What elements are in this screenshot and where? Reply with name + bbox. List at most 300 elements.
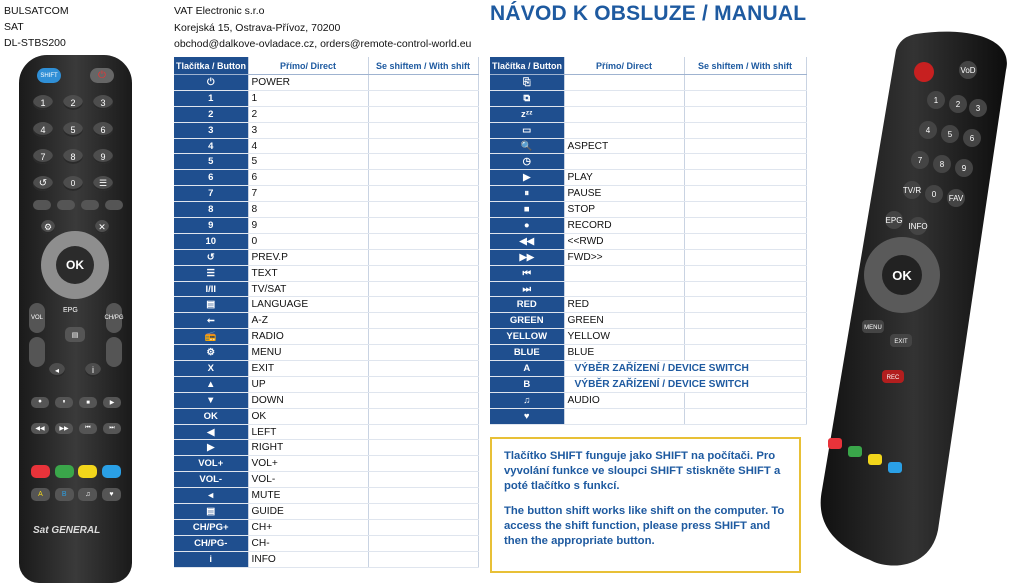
red-button[interactable] [31, 465, 50, 478]
button-cell: 8 [174, 202, 248, 218]
table-row [490, 218, 806, 234]
shift-function-cell [684, 90, 806, 106]
az-icon[interactable] [57, 200, 75, 210]
button-cell: CH/PG+ [174, 519, 248, 535]
shift-function-cell [368, 122, 478, 138]
remote-key-label: 2 [955, 100, 961, 109]
remote-key-label: EXIT [894, 339, 908, 345]
shift-function-cell [368, 456, 478, 472]
direct-function-cell: VÝBĚR ZAŘÍZENÍ / DEVICE SWITCH [564, 376, 806, 392]
direct-function-cell: MUTE [248, 488, 368, 504]
direct-function-cell: VOL- [248, 472, 368, 488]
col-header-shift: Se shiftem / With shift [684, 57, 806, 75]
note-czech: Tlačítko SHIFT funguje jako SHIFT na počítači. Pro vyvolání funkce ve sloupci SHIFT stiskněte SHIFT a poté tlačítko s funkcí. [504, 450, 781, 492]
direct-function-cell: STOP [564, 202, 684, 218]
direct-function-cell: UP [248, 376, 368, 392]
button-cell: zᶻᶻ [490, 106, 564, 122]
button-cell: 📻 [174, 329, 248, 345]
dpad[interactable] [41, 231, 109, 299]
table-row [174, 488, 478, 504]
shift-function-cell [368, 249, 478, 265]
remote-key-label: 7 [917, 156, 923, 165]
shift-function-cell [368, 202, 478, 218]
direct-function-cell: 4 [248, 138, 368, 154]
shift-function-cell [684, 122, 806, 138]
company-name: VAT Electronic s.r.o [174, 5, 265, 17]
direct-function-cell: OK [248, 408, 368, 424]
direct-function-cell [564, 154, 684, 170]
button-cell: 5 [174, 154, 248, 170]
table-row [174, 408, 478, 424]
shift-function-cell [368, 75, 478, 91]
table-row [174, 424, 478, 440]
shift-function-cell [368, 170, 478, 186]
table-row [490, 75, 806, 91]
brand-line-2: SAT [4, 21, 24, 33]
table-row [174, 519, 478, 535]
vol-down-button[interactable] [29, 337, 45, 367]
green-button[interactable] [848, 446, 862, 457]
shift-function-cell [684, 218, 806, 234]
button-cell: CH/PG- [174, 535, 248, 551]
red-button[interactable] [828, 438, 842, 449]
direct-function-cell: BLUE [564, 345, 684, 361]
note-english: The button shift works like shift on the computer. To access the shift function, please press SHIFT and then the appropriate button. [504, 505, 785, 547]
table-row [174, 122, 478, 138]
col-header-direct: Přímo/ Direct [248, 57, 368, 75]
blue-button[interactable] [888, 462, 902, 473]
table-row [174, 75, 478, 91]
shift-function-cell [368, 535, 478, 551]
table-row [174, 154, 478, 170]
guide-icon[interactable]: ▤ [65, 327, 85, 342]
shift-function-cell [368, 424, 478, 440]
shift-function-cell [684, 329, 806, 345]
ok-button[interactable]: OK [56, 246, 94, 284]
direct-function-cell [564, 75, 684, 91]
table-row [490, 345, 806, 361]
button-cell: ▶▶ [490, 249, 564, 265]
next-icon[interactable]: ⏭ [103, 423, 121, 434]
remote-key-label: REC [886, 375, 900, 381]
shift-function-cell [684, 281, 806, 297]
direct-function-cell [564, 90, 684, 106]
direct-function-cell: RECORD [564, 218, 684, 234]
table-row [174, 202, 478, 218]
tvsat-icon[interactable] [81, 200, 99, 210]
button-cell: i [174, 551, 248, 567]
digit-9-button[interactable]: 9 [93, 149, 113, 164]
button-cell: ▶ [490, 170, 564, 186]
table-row [174, 345, 478, 361]
button-cell: ⧉ [490, 90, 564, 106]
shift-function-cell [684, 233, 806, 249]
menu-icon[interactable]: ⚙ [41, 220, 55, 234]
button-cell: ◀ [174, 424, 248, 440]
direct-function-cell: RED [564, 297, 684, 313]
back-icon[interactable]: ↺ [33, 176, 53, 191]
direct-function-cell: 9 [248, 218, 368, 234]
table-row [490, 313, 806, 329]
button-cell: ⏸ [490, 186, 564, 202]
pause-icon[interactable]: ⏸ [55, 397, 73, 408]
table-row [174, 329, 478, 345]
button-cell: 4 [174, 138, 248, 154]
yellow-button[interactable] [78, 465, 97, 478]
direct-function-cell: RIGHT [248, 440, 368, 456]
epg-label: EPG [63, 307, 78, 314]
digit-4-button[interactable]: 4 [33, 122, 53, 137]
button-cell: 3 [174, 122, 248, 138]
table-row [490, 297, 806, 313]
shift-function-cell [684, 392, 806, 408]
brand-line-1: BULSATCOM [4, 5, 69, 17]
table-row [174, 392, 478, 408]
direct-function-cell: 0 [248, 233, 368, 249]
table-row [174, 170, 478, 186]
shift-function-cell [368, 186, 478, 202]
ok-label: OK [892, 268, 912, 283]
digit-7-button[interactable]: 7 [33, 149, 53, 164]
table-row [174, 440, 478, 456]
shift-function-cell [684, 75, 806, 91]
button-cell: VOL+ [174, 456, 248, 472]
button-table-left [174, 57, 479, 568]
direct-function-cell: DOWN [248, 392, 368, 408]
shift-note-box [490, 437, 801, 573]
button-cell: ◂ [174, 488, 248, 504]
button-cell: ⭠ [174, 313, 248, 329]
table-row [490, 154, 806, 170]
button-cell: VOL- [174, 472, 248, 488]
table-row [174, 361, 478, 377]
col-header-button: Tlačítka / Button [490, 57, 564, 75]
shift-function-cell [368, 519, 478, 535]
color-keys [31, 465, 121, 481]
direct-function-cell: RADIO [248, 329, 368, 345]
digit-5-button[interactable]: 5 [63, 122, 83, 137]
table-row [174, 313, 478, 329]
button-cell: ▭ [490, 122, 564, 138]
direct-function-cell: EXIT [248, 361, 368, 377]
button-cell: 9 [174, 218, 248, 234]
rec-icon[interactable]: ⏺ [31, 397, 49, 408]
shift-function-cell [684, 170, 806, 186]
table-row [490, 265, 806, 281]
table-row [490, 186, 806, 202]
button-cell: 🔍 [490, 138, 564, 154]
direct-function-cell: PREV.P [248, 249, 368, 265]
button-cell: OK [174, 408, 248, 424]
a-button[interactable]: A [31, 488, 50, 501]
remote-key-label: VoD [960, 66, 976, 75]
shift-function-cell [368, 297, 478, 313]
direct-function-cell: LEFT [248, 424, 368, 440]
direct-function-cell: FWD>> [564, 249, 684, 265]
direct-function-cell [564, 265, 684, 281]
table-row [174, 281, 478, 297]
company-info [174, 3, 471, 53]
table-row [490, 376, 806, 392]
direct-function-cell [564, 106, 684, 122]
table-row [174, 218, 478, 234]
shift-function-cell [368, 408, 478, 424]
shift-function-cell [368, 504, 478, 520]
play-icon[interactable]: ▶ [103, 397, 121, 408]
radio-icon[interactable] [105, 200, 123, 210]
button-cell: X [174, 361, 248, 377]
blue-button[interactable] [102, 465, 121, 478]
button-table-right [490, 57, 807, 425]
stop-icon[interactable]: ■ [79, 397, 97, 408]
direct-function-cell [564, 122, 684, 138]
table-row [490, 249, 806, 265]
table-row [174, 376, 478, 392]
button-cell: A [490, 361, 564, 377]
digit-2-button[interactable]: 2 [63, 95, 83, 110]
table-row [490, 329, 806, 345]
yellow-button[interactable] [868, 454, 882, 465]
remote-key-label: 4 [925, 126, 931, 135]
direct-function-cell: INFO [248, 551, 368, 567]
ch-down-button[interactable] [106, 337, 122, 367]
direct-function-cell [564, 408, 684, 424]
rwd-icon[interactable]: ◀◀ [31, 423, 49, 434]
direct-function-cell: PLAY [564, 170, 684, 186]
shift-function-cell [368, 392, 478, 408]
shift-function-cell [368, 313, 478, 329]
digit-3-button[interactable]: 3 [93, 95, 113, 110]
exit-icon[interactable]: ✕ [95, 220, 109, 234]
table-row [174, 297, 478, 313]
button-cell: ◷ [490, 154, 564, 170]
button-cell: ⏮ [490, 265, 564, 281]
shift-function-cell [368, 90, 478, 106]
text-icon[interactable]: ☰ [93, 176, 113, 191]
button-cell: 2 [174, 106, 248, 122]
audio-icon[interactable]: ♫ [78, 488, 97, 501]
table-row [490, 90, 806, 106]
direct-function-cell: 2 [248, 106, 368, 122]
heart-icon[interactable]: ♥ [102, 488, 121, 501]
shift-function-cell [368, 154, 478, 170]
button-cell: 10 [174, 233, 248, 249]
direct-function-cell: <<RWD [564, 233, 684, 249]
digit-6-button[interactable]: 6 [93, 122, 113, 137]
direct-function-cell: PAUSE [564, 186, 684, 202]
button-cell: GREEN [490, 313, 564, 329]
direct-function-cell: 6 [248, 170, 368, 186]
direct-function-cell: LANGUAGE [248, 297, 368, 313]
company-email: obchod@dalkove-ovladace.cz, orders@remote-control-world.eu [174, 38, 472, 50]
shift-function-cell [368, 376, 478, 392]
shift-function-cell [684, 345, 806, 361]
table-row [490, 106, 806, 122]
direct-function-cell: POWER [248, 75, 368, 91]
button-cell: ⏻ [174, 75, 248, 91]
table-row [490, 170, 806, 186]
table-row [490, 361, 806, 377]
digit-0-button[interactable]: 0 [63, 176, 83, 191]
shift-function-cell [684, 265, 806, 281]
shift-function-cell [684, 249, 806, 265]
power-icon[interactable] [914, 62, 934, 82]
table-row [174, 551, 478, 567]
shift-function-cell [368, 106, 478, 122]
direct-function-cell: 3 [248, 122, 368, 138]
shift-function-cell [684, 202, 806, 218]
button-cell: 6 [174, 170, 248, 186]
shift-function-cell [684, 408, 806, 424]
button-cell: ▤ [174, 297, 248, 313]
mute-icon[interactable]: ◂ [49, 363, 65, 377]
b-button[interactable]: B [55, 488, 74, 501]
button-cell: ▶ [174, 440, 248, 456]
button-cell: ▤ [174, 504, 248, 520]
button-cell: ♫ [490, 392, 564, 408]
brand-line-3: DL-STBS200 [4, 37, 66, 49]
button-cell: 1 [174, 90, 248, 106]
remote-key-label: 0 [931, 190, 937, 199]
info-button[interactable]: i [85, 363, 101, 377]
direct-function-cell: VÝBĚR ZAŘÍZENÍ / DEVICE SWITCH [564, 361, 806, 377]
direct-function-cell: TV/SAT [248, 281, 368, 297]
col-header-direct: Přímo/ Direct [564, 57, 684, 75]
shift-function-cell [368, 488, 478, 504]
table-row [490, 281, 806, 297]
remote-key-label: 1 [933, 96, 939, 105]
table-row [490, 392, 806, 408]
button-cell: ● [490, 218, 564, 234]
shift-function-cell [684, 154, 806, 170]
remote-key-label: 8 [939, 160, 945, 169]
remote-key-label: FAV [948, 194, 964, 203]
remote-key-label: 3 [975, 104, 981, 113]
general-logo: Sat GENERAL [33, 525, 101, 536]
digit-1-button[interactable]: 1 [33, 95, 53, 110]
button-cell: ■ [490, 202, 564, 218]
shift-function-cell [684, 106, 806, 122]
direct-function-cell: 1 [248, 90, 368, 106]
shift-function-cell [368, 218, 478, 234]
button-cell: ⚙ [174, 345, 248, 361]
shift-function-cell [684, 313, 806, 329]
table-row [490, 138, 806, 154]
direct-function-cell: AUDIO [564, 392, 684, 408]
direct-function-cell: CH+ [248, 519, 368, 535]
shift-button[interactable]: SHIFT [37, 68, 61, 83]
shift-function-cell [368, 551, 478, 567]
direct-function-cell: GREEN [564, 313, 684, 329]
col-header-button: Tlačítka / Button [174, 57, 248, 75]
table-row [174, 472, 478, 488]
model-info [4, 3, 69, 51]
green-button[interactable] [55, 465, 74, 478]
button-cell: ▼ [174, 392, 248, 408]
digit-8-button[interactable]: 8 [63, 149, 83, 164]
shift-function-cell [368, 472, 478, 488]
table-row [174, 233, 478, 249]
remote-control-right [818, 30, 1008, 570]
direct-function-cell: YELLOW [564, 329, 684, 345]
shift-function-cell [368, 281, 478, 297]
direct-function-cell: GUIDE [248, 504, 368, 520]
lang-icon[interactable] [33, 200, 51, 210]
table-row [174, 90, 478, 106]
shift-function-cell [368, 361, 478, 377]
table-row [174, 456, 478, 472]
direct-function-cell: TEXT [248, 265, 368, 281]
button-cell: ⎘ [490, 75, 564, 91]
shift-function-cell [368, 138, 478, 154]
vol-up-button[interactable]: VOL [29, 303, 45, 333]
remote-key-label: EPG [885, 216, 903, 225]
table-row [490, 408, 806, 424]
shift-function-cell [368, 233, 478, 249]
button-cell: ↺ [174, 249, 248, 265]
fwd-icon[interactable]: ▶▶ [55, 423, 73, 434]
remote-key-label: 9 [961, 164, 967, 173]
table-row [490, 122, 806, 138]
shift-function-cell [684, 297, 806, 313]
remote-key-label: 6 [969, 134, 975, 143]
button-cell: B [490, 376, 564, 392]
function-keys [31, 488, 121, 502]
button-cell: ◀◀ [490, 233, 564, 249]
button-cell: I/II [174, 281, 248, 297]
prev-icon[interactable]: ⏮ [79, 423, 97, 434]
shift-function-cell [368, 345, 478, 361]
shift-function-cell [368, 440, 478, 456]
company-address: Korejská 15, Ostrava-Přívoz, 70200 [174, 21, 341, 34]
button-cell: ▲ [174, 376, 248, 392]
direct-function-cell: A-Z [248, 313, 368, 329]
shift-function-cell [684, 138, 806, 154]
col-header-shift: Se shiftem / With shift [368, 57, 478, 75]
direct-function-cell: ASPECT [564, 138, 684, 154]
remote-key-label: TV/R [902, 186, 922, 195]
direct-function-cell: VOL+ [248, 456, 368, 472]
direct-function-cell: 8 [248, 202, 368, 218]
direct-function-cell: 7 [248, 186, 368, 202]
table-row [174, 249, 478, 265]
table-row [490, 233, 806, 249]
shift-function-cell [368, 265, 478, 281]
remote-control-left [19, 55, 132, 583]
ch-up-button[interactable]: CH/PG [106, 303, 122, 333]
button-cell: ☰ [174, 265, 248, 281]
table-row [490, 202, 806, 218]
remote-key-label: MENU [864, 325, 882, 331]
remote-key-label: 5 [947, 130, 953, 139]
remote-key-label: INFO [908, 222, 928, 231]
table-row [174, 138, 478, 154]
shift-function-cell [368, 329, 478, 345]
shift-function-cell [684, 186, 806, 202]
direct-function-cell: MENU [248, 345, 368, 361]
direct-function-cell: 5 [248, 154, 368, 170]
button-cell: 7 [174, 186, 248, 202]
page-title: NÁVOD K OBSLUZE / MANUAL [490, 2, 807, 25]
power-icon[interactable]: ⏻ [90, 68, 114, 83]
table-row [174, 106, 478, 122]
button-cell: ♥ [490, 408, 564, 424]
button-cell: YELLOW [490, 329, 564, 345]
button-cell: BLUE [490, 345, 564, 361]
direct-function-cell [564, 281, 684, 297]
table-row [174, 504, 478, 520]
table-row [174, 265, 478, 281]
